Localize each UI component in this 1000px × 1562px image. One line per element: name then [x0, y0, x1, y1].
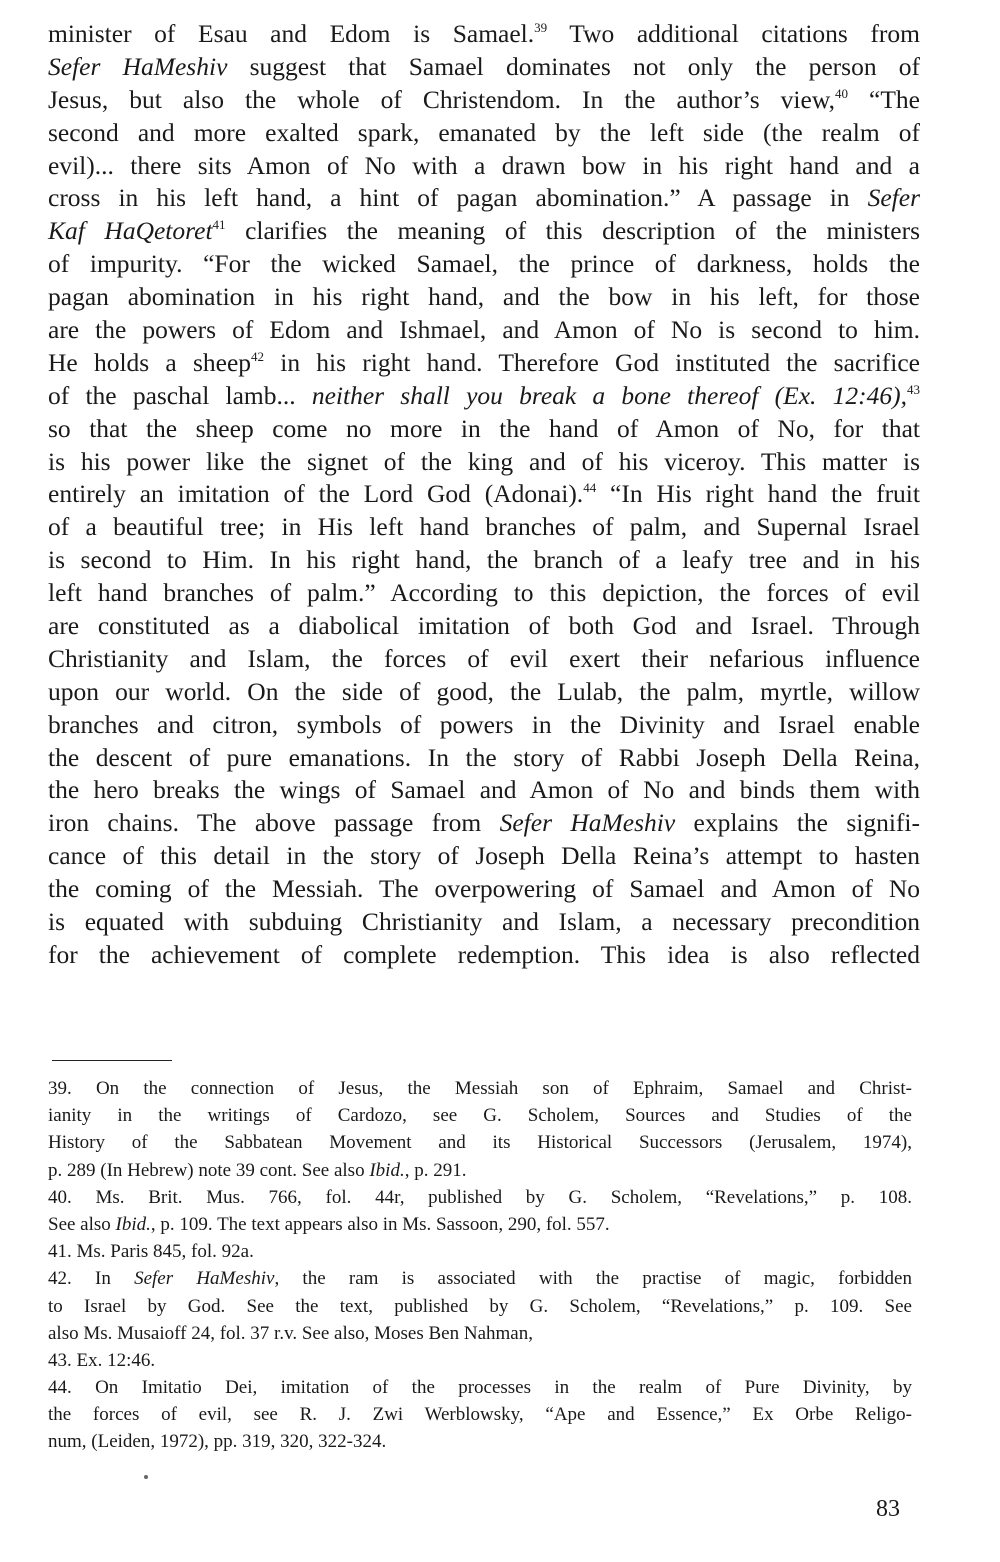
- footnote-item: [48, 1374, 912, 1456]
- body-line: Sefer HaMeshiv suggest that Samael dominates not only the person of: [48, 51, 920, 81]
- footnote-line: 42. In Sefer HaMeshiv, the ram is associated with the practise of magic, forbidden: [48, 1268, 912, 1290]
- body-line: iron chains. The above passage from Sefer HaMeshiv explains the signifi-: [48, 808, 920, 838]
- footnote-line: num, (Leiden, 1972), pp. 319, 320, 322-324.: [48, 1431, 387, 1453]
- body-line: for the achievement of complete redemption. This idea is also reflected: [48, 939, 920, 969]
- body-line: left hand branches of palm.” According to this depiction, the forces of evil: [48, 578, 920, 608]
- footnote-line: 41. Ms. Paris 845, fol. 92a.: [48, 1241, 254, 1263]
- body-line: cance of this detail in the story of Joseph Della Reina’s attempt to hasten: [48, 841, 920, 871]
- body-line: Jesus, but also the whole of Christendom. In the author’s view,$^{40}$ “The: [48, 84, 920, 114]
- body-line: the hero breaks the wings of Samael and Amon of No and binds them with: [48, 775, 920, 805]
- footnote-line: See also Ibid., p. 109. The text appears also in Ms. Sassoon, 290, fol. 557.: [48, 1213, 610, 1235]
- footnote-line: History of the Sabbatean Movement and its Historical Successors (Jerusalem, 1974),: [48, 1132, 912, 1154]
- footnote-ref: 39: [534, 20, 548, 35]
- footnote-item: [48, 1184, 912, 1238]
- footnote-line: 43. Ex. 12:46.: [48, 1349, 156, 1371]
- body-line: is second to Him. In his right hand, the branch of a leafy tree and in his: [48, 545, 920, 575]
- body-line: cross in his left hand, a hint of pagan abomination.” A passage in Sefer: [48, 183, 920, 213]
- footnote-item: [48, 1265, 912, 1347]
- footnote-line: 39. On the connection of Jesus, the Messiah son of Ephraim, Samael and Christ-: [48, 1078, 912, 1099]
- body-line: He holds a sheep$^{42}$ in his right hand. Therefore God instituted the sacrifice: [48, 347, 921, 377]
- body-line: the descent of pure emanations. In the story of Rabbi Joseph Della Reina,: [48, 742, 920, 772]
- body-line: is his power like the signet of the king and of his viceroy. This matter is: [48, 446, 920, 476]
- print-speck: [144, 1475, 148, 1479]
- footnote-line: the forces of evil, see R. J. Zwi Werblowsky, “Ape and Essence,” Ex Orbe Religo-: [48, 1404, 912, 1426]
- body-line: the coming of the Messiah. The overpowering of Samael and Amon of No: [48, 874, 920, 904]
- body-line: minister of Esau and Edom is Samael.$^{39}$ Two additional citations from: [48, 19, 920, 48]
- body-line: Christianity and Islam, the forces of evil exert their nefarious influence: [48, 643, 920, 673]
- body-line: evil)... there sits Amon of No with a drawn bow in his right hand and a: [48, 150, 920, 180]
- body-line: of impurity. “For the wicked Samael, the prince of darkness, holds the: [48, 249, 920, 279]
- body-line: upon our world. On the side of good, the Lulab, the palm, myrtle, willow: [48, 676, 920, 706]
- page-number: 83: [876, 1496, 900, 1522]
- body-line: second and more exalted spark, emanated by the left side (the realm of: [48, 117, 920, 147]
- body-line: are the powers of Edom and Ishmael, and Amon of No is second to him.: [48, 315, 920, 345]
- body-line: entirely an imitation of the Lord God (Adonai).$^{44}$ “In His right hand the fruit: [48, 479, 920, 509]
- footnote-item: [48, 1347, 912, 1374]
- footnote-separator: [52, 1060, 172, 1061]
- footnote-ref: 42: [251, 348, 265, 364]
- footnote-item: [48, 1075, 912, 1184]
- footnote-line: to Israel by God. See the text, published by G. Scholem, “Revelations,” p. 109. See: [48, 1295, 912, 1317]
- footnote-item: [48, 1238, 912, 1265]
- body-line: Kaf HaQetoret$^{41}$ clarifies the meaning of this description of the ministers: [48, 216, 920, 246]
- body-line: are constituted as a diabolical imitation of both God and Israel. Through: [48, 611, 920, 641]
- footnote-line: 40. Ms. Brit. Mus. 766, fol. 44r, published by G. Scholem, “Revelations,” p. 108.: [48, 1186, 912, 1208]
- body-line: pagan abomination in his right hand, and the bow in his left, for those: [48, 282, 920, 312]
- footnote-line: 44. On Imitatio Dei, imitation of the processes in the realm of Pure Divinity, by: [48, 1377, 912, 1399]
- body-line: of the paschal lamb... neither shall you break a bone thereof (Ex. 12:46),$^{43}$: [48, 380, 920, 410]
- footnote-line: p. 289 (In Hebrew) note 39 cont. See also Ibid., p. 291.: [48, 1159, 467, 1181]
- footnote-line: ianity in the writings of Cardozo, see G. Scholem, Sources and Studies of the: [48, 1105, 912, 1127]
- footnote-ref: 43: [907, 381, 920, 397]
- body-line: branches and citron, symbols of powers in the Divinity and Israel enable: [48, 709, 920, 739]
- body-text: [48, 18, 920, 972]
- footnote-ref: 40: [834, 85, 848, 101]
- footnote-line: also Ms. Musaioff 24, fol. 37 r.v. See also, Moses Ben Nahman,: [48, 1322, 533, 1344]
- body-line: of a beautiful tree; in His left hand branches of palm, and Supernal Israel: [48, 512, 920, 542]
- footnote-ref: 44: [583, 480, 597, 496]
- footnotes: [48, 1075, 912, 1456]
- body-line: so that the sheep come no more in the hand of Amon of No, for that: [48, 413, 920, 443]
- footnote-ref: 41: [212, 217, 226, 233]
- body-line: is equated with subduing Christianity and Islam, a necessary precondition: [48, 907, 920, 937]
